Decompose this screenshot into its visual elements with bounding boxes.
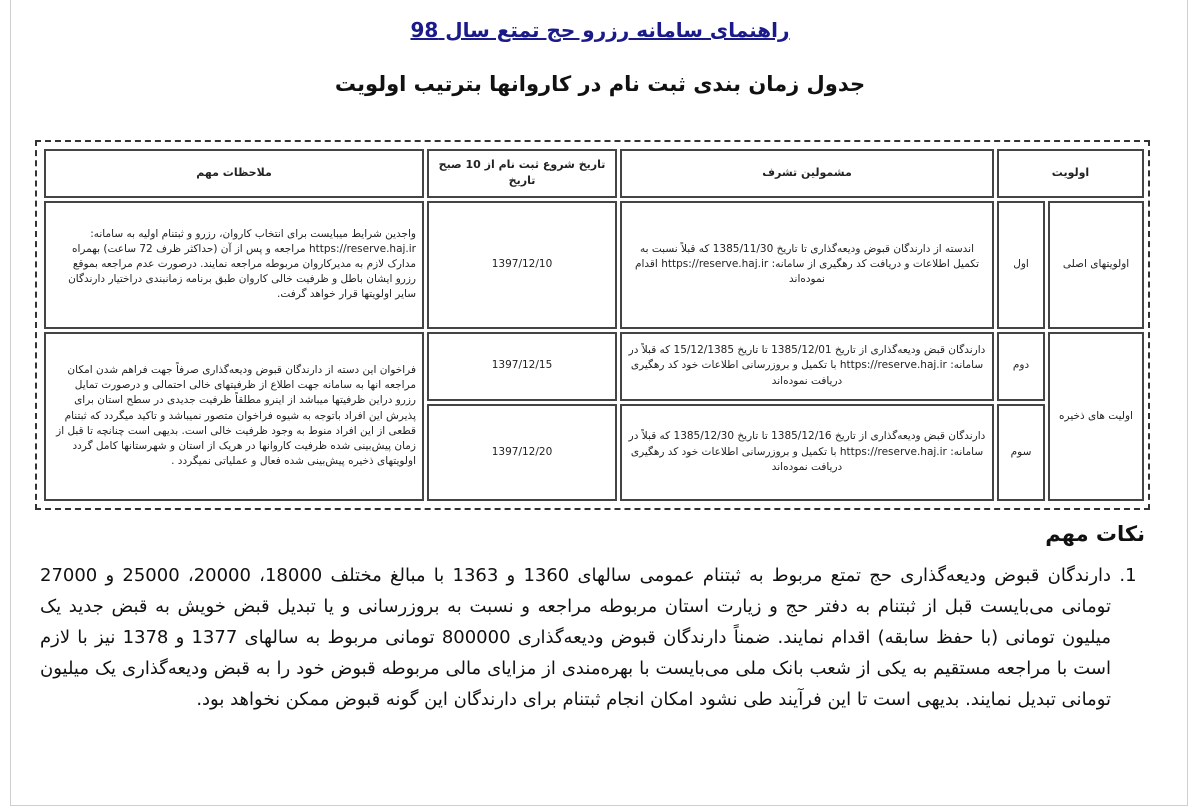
group-reserve-priorities: اولیت های ذخیره xyxy=(1048,332,1144,501)
table-row xyxy=(44,201,1144,329)
notes-title: نکات مهم xyxy=(1045,522,1145,546)
table-row xyxy=(44,332,1144,401)
schedule-table xyxy=(41,146,1147,504)
list-item xyxy=(40,560,1145,715)
document-title[interactable]: راهنمای سامانه رزرو حج تمتع سال 98 xyxy=(410,18,790,42)
reserve-notes-cell: فراخوان این دسته از دارندگان قبوض ودیعه‌گذاری صرفاً جهت فراهم شدن امکان مراجعه انها به سامانه جهت اطلاع از ظرفیتهای خالی احتمالی و درصورت تمایل رزرو دراین ظرفیتها میباشد از اینرو مطلقاً ظرفیت جدیدی در سطح استان برای پذیرش این افراد باتوجه به شیوه فراخوان متصور نمیباشد و تاکید میگردد که ثبتنام قطعی از این افراد منوط به وجود ظرفیت خالی است. بدیهی است چنانچه تا قبل از زمان پیش‌بینی شده ظرفیت کاروانها در هریک از استان و شهرستانها کامل گردد اولویتهای ذخیره پیش‌بینی شده فعال و عملیاتی نمیگردد . xyxy=(44,332,424,501)
rank-cell: سوم xyxy=(997,404,1045,501)
table-header-row xyxy=(44,149,1144,198)
note-text: دارندگان قبوض ودیعه‌گذاری حج تمتع مربوط به ثبتنام عمومی سالهای 1360 و 1363 با مبالغ مختلف 18000، 20000، 25000 و 27000 تومانی می‌بایست قبل از ثبتنام به دفتر حج و زیارت استان مربوطه مراجعه و نسبت به بروزرسانی و یا تبدیل قبض خویش به قبض جدید یک میلیون تومانی (با حفظ سابقه) اقدام نمایند. ضمناً دارندگان قبوض ودیعه‌گذاری 800000 تومانی مربوط به سالهای 1377 و 1378 نیز با لازم است با مراجعه مستقیم به یکی از شعب بانک ملی می‌بایست با بهره‌مندی از مزایای مالی مربوطه قبوض خود را به قبض ودیعه‌گذاری یک میلیون تومانی تبدیل نمایند. بدیهی است تا این فرآیند طی نشود امکان انجام ثبتنام برای دارندگان این گونه قبوض ممکن نخواهد بود. xyxy=(40,565,1112,710)
eligible-cell: دارندگان قبض ودیعه‌گذاری از تاریخ 1385/12/16 تا تاریخ 1385/12/30 که قبلاً در سامانه: https://reserve.haj.ir با تکمیل و بروزرسانی اطلاعات خود کد رهگیری دریافت نموده‌اند xyxy=(620,404,994,501)
header-date: تاریخ شروع ثبت نام از 10 صبح تاریخ xyxy=(427,149,617,198)
eligible-cell: دارندگان قبض ودیعه‌گذاری از تاریخ 1385/12/01 تا تاریخ 15/12/1385 که قبلاً در سامانه: https://reserve.haj.ir با تکمیل و بروزرسانی اطلاعات خود کد رهگیری دریافت نموده‌اند xyxy=(620,332,994,401)
important-notes-section xyxy=(40,522,1145,715)
rank-cell: دوم xyxy=(997,332,1045,401)
group-main-priorities: اولویتهای اصلی xyxy=(1048,201,1144,329)
table-title: جدول زمان بندی ثبت نام در کاروانها بترتیب اولویت xyxy=(334,72,866,96)
date-cell: 1397/12/15 xyxy=(427,332,617,401)
date-cell: 1397/12/10 xyxy=(427,201,617,329)
date-cell: 1397/12/20 xyxy=(427,404,617,501)
notes-cell: واجدین شرایط میبایست برای انتخاب کاروان، رزرو و ثبتنام اولیه به سامانه: https://reserve.haj.ir مراجعه و پس از آن (حداکثر ظرف 72 ساعت) بهمراه مدارک لازم به مدیرکاروان مربوطه مراجعه نمایند. درصورت عدم مراجعه بموقع رزرو ایشان باطل و ظرفیت خالی کاروان طبق برنامه زمانبندی دراختیار دارندگان سایر اولویتها قرار خواهد گرفت. xyxy=(44,201,424,329)
header-priority: اولویت xyxy=(997,149,1144,198)
eligible-cell: اندسته از دارندگان قبوض ودیعه‌گذاری تا تاریخ 1385/11/30 که قبلاً نسبت به تکمیل اطلاعات و دریافت کد رهگیری از سامانه: https://reserve.haj.ir اقدام نموده‌اند xyxy=(620,201,994,329)
rank-cell: اول xyxy=(997,201,1045,329)
note-number: 1. xyxy=(1119,565,1137,586)
header-notes: ملاحظات مهم xyxy=(44,149,424,198)
header-eligible: مشمولین تشرف xyxy=(620,149,994,198)
